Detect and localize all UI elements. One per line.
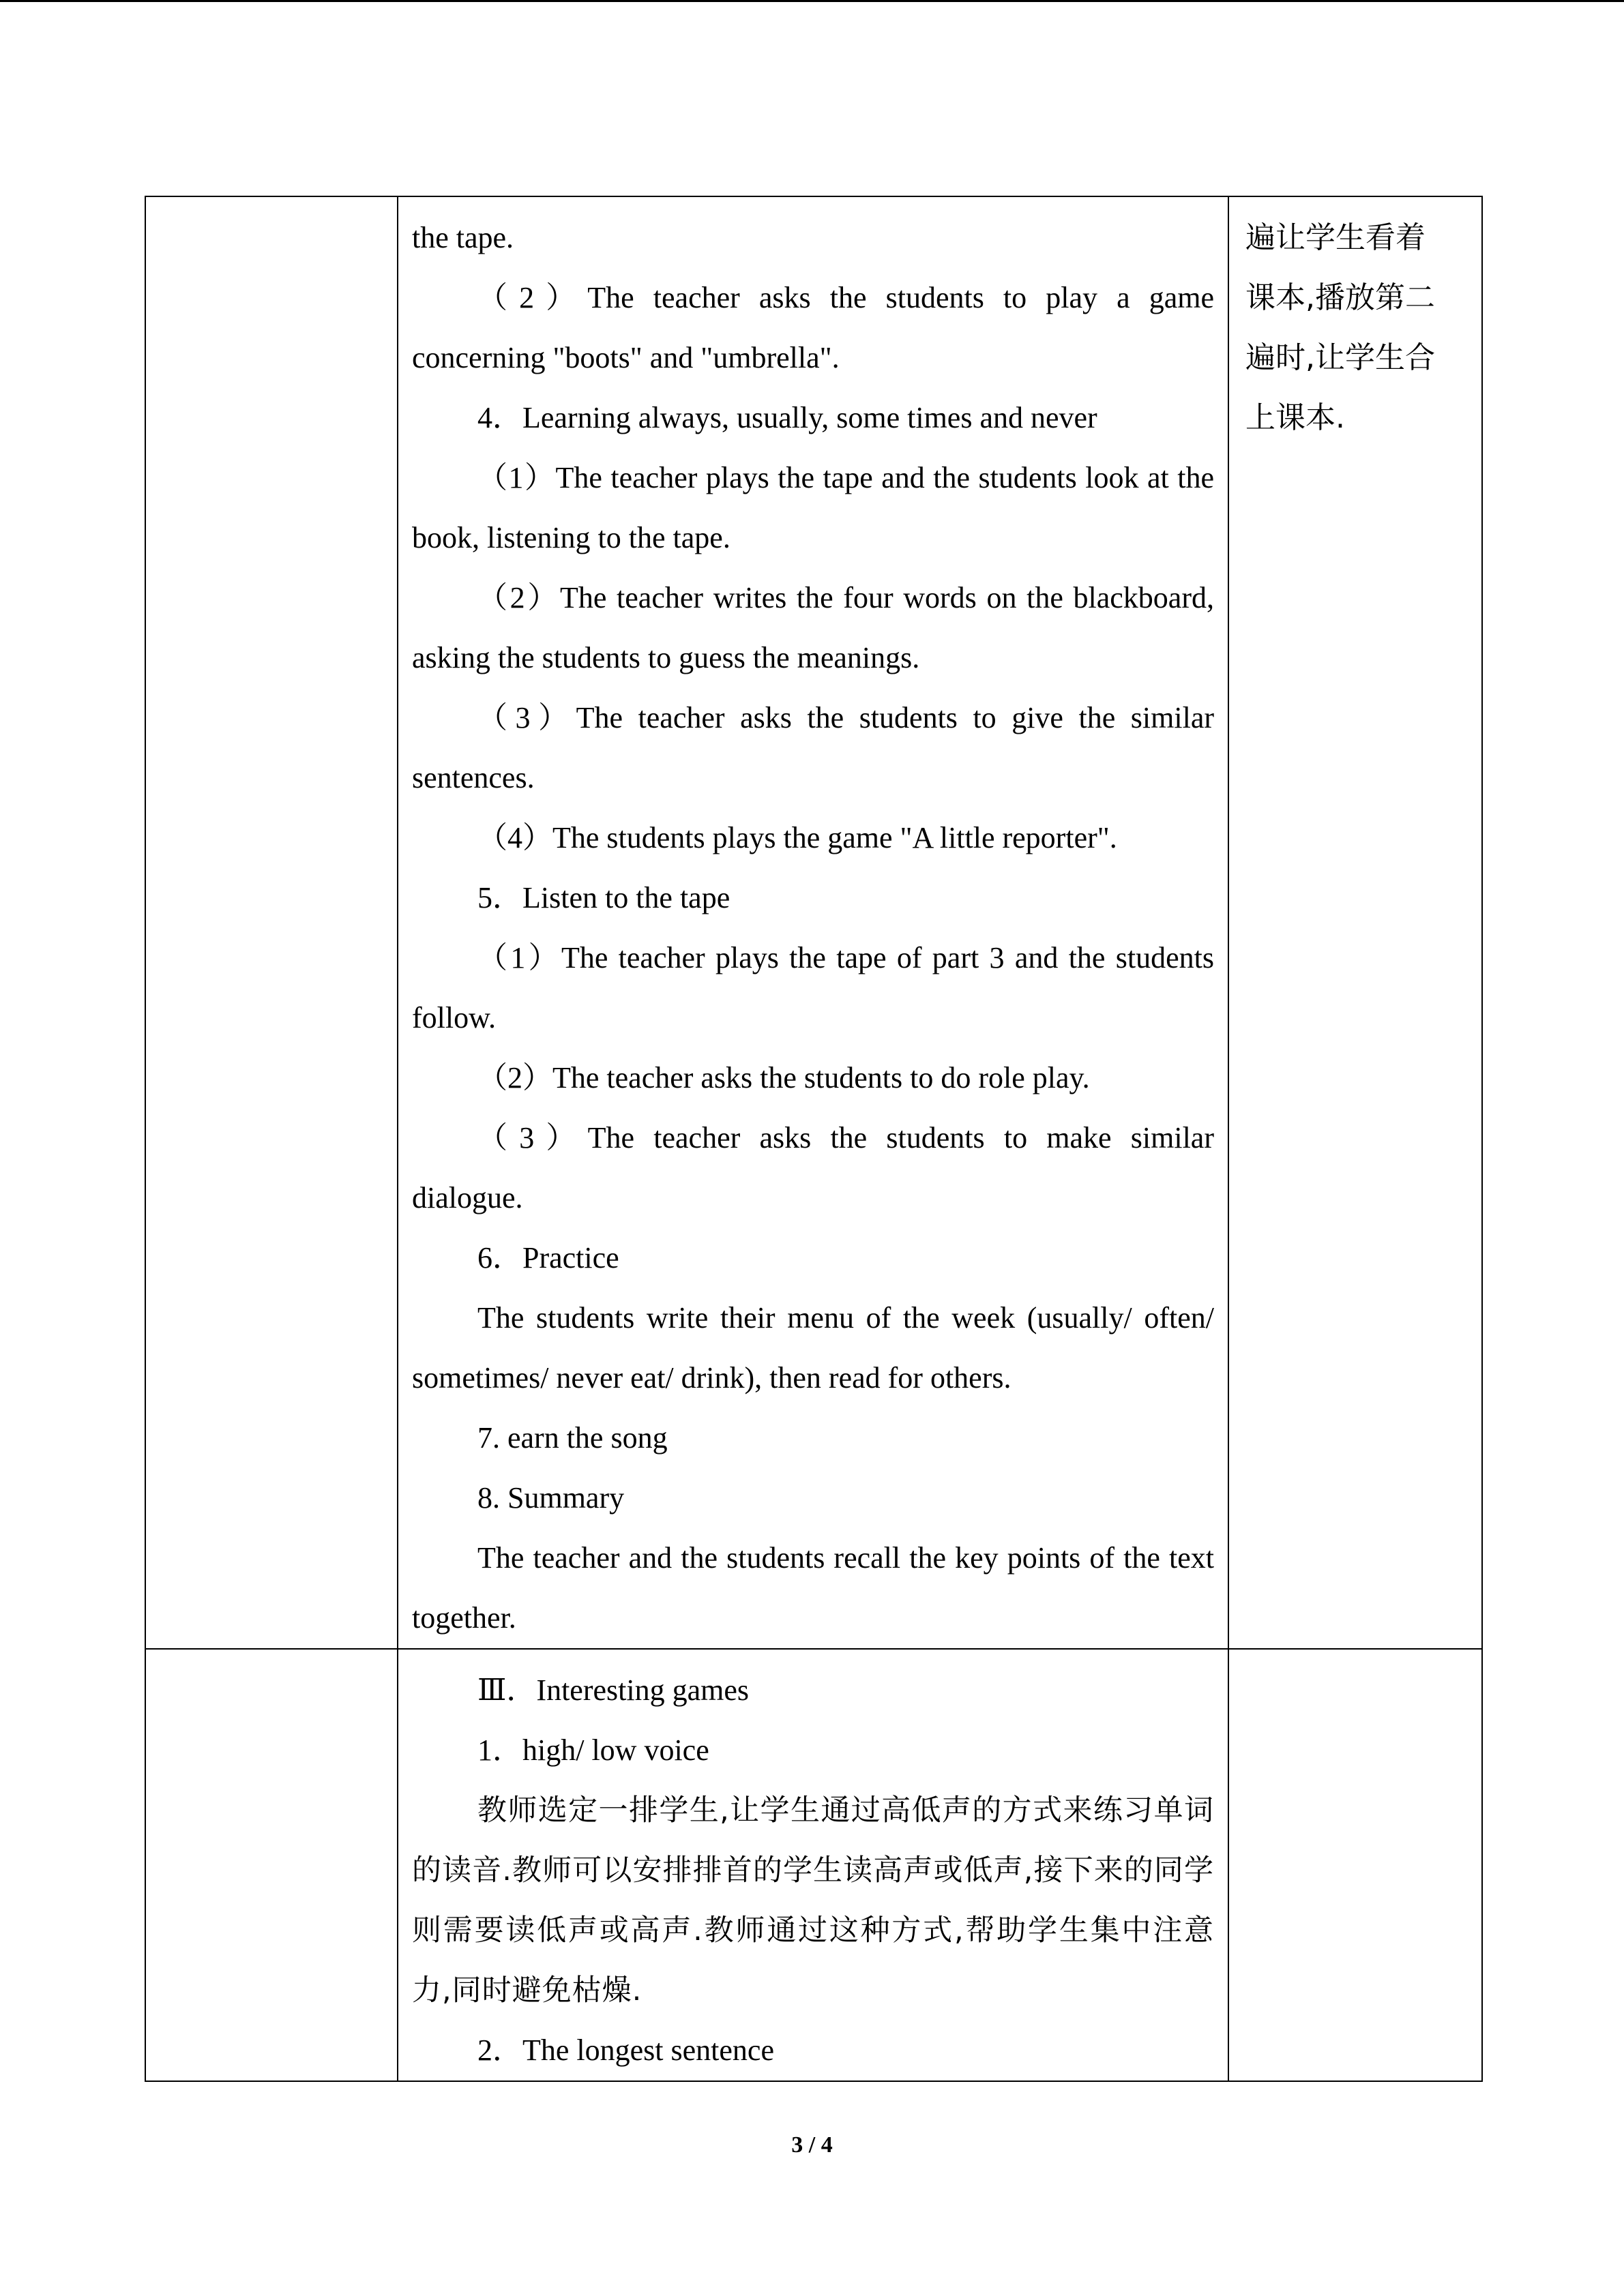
procedure-line: 教师选定一排学生,让学生通过高低声的方式来练习单词的读音.教师可以安排排首的学生读高声或低声,接下来的同学则需要读低声或高声.教师通过这种方式,帮助学生集中注意力,同时避免枯燥. (412, 1793, 1214, 2008)
page-number: 3 / 4 (791, 2132, 833, 2158)
top-rule (0, 0, 1624, 2)
table-row (145, 196, 1482, 1649)
procedure-line: （4）The students plays the game "A little reporter". (477, 821, 1117, 854)
section-heading: 2．The longest sentence (477, 2033, 774, 2067)
stage-cell (145, 196, 398, 1649)
procedure-line: （1）The teacher plays the tape and the students look at the book, listening to the tape. (412, 461, 1214, 554)
procedure-cell (398, 196, 1228, 1649)
note-line: 上课本. (1245, 400, 1345, 435)
note-line: 遍让学生看着 (1245, 220, 1426, 255)
note-line: 课本,播放第二 (1245, 280, 1435, 315)
section-heading: 5．Listen to the tape (477, 881, 730, 914)
note-cell (1228, 1649, 1482, 2081)
procedure-line: （2）The teacher writes the four words on the blackboard, asking the students to guess the meanings. (412, 581, 1214, 674)
section-heading: Ⅲ．Interesting games (477, 1673, 749, 1707)
procedure-line: The students write their menu of the week (usually/ often/ sometimes/ never eat/ drink), then read for others. (412, 1301, 1214, 1395)
section-heading: 8. Summary (477, 1481, 625, 1515)
procedure-line: （2）The teacher asks the students to play a game concerning "boots" and "umbrella". (412, 281, 1214, 374)
lesson-plan-table (145, 196, 1483, 2082)
procedure-line: （3）The teacher asks the students to give the similar sentences. (412, 701, 1214, 794)
section-heading: 6．Practice (477, 1241, 619, 1274)
table-row (145, 1649, 1482, 2081)
note-cell (1228, 196, 1482, 1649)
note-line: 遍时,让学生合 (1245, 340, 1435, 375)
procedure-line: the tape. (412, 221, 514, 254)
procedure-line: The teacher and the students recall the key points of the text together. (412, 1541, 1214, 1635)
procedure-line: （3）The teacher asks the students to make similar dialogue. (412, 1121, 1214, 1214)
procedure-line: （1）The teacher plays the tape of part 3 and the students follow. (412, 941, 1214, 1034)
procedure-line: （2）The teacher asks the students to do role play. (477, 1061, 1090, 1094)
section-heading: 1．high/ low voice (477, 1733, 709, 1767)
section-heading: 7. earn the song (477, 1421, 668, 1455)
stage-cell (145, 1649, 398, 2081)
procedure-cell (398, 1649, 1228, 2081)
section-heading: 4．Learning always, usually, some times and never (477, 401, 1097, 434)
